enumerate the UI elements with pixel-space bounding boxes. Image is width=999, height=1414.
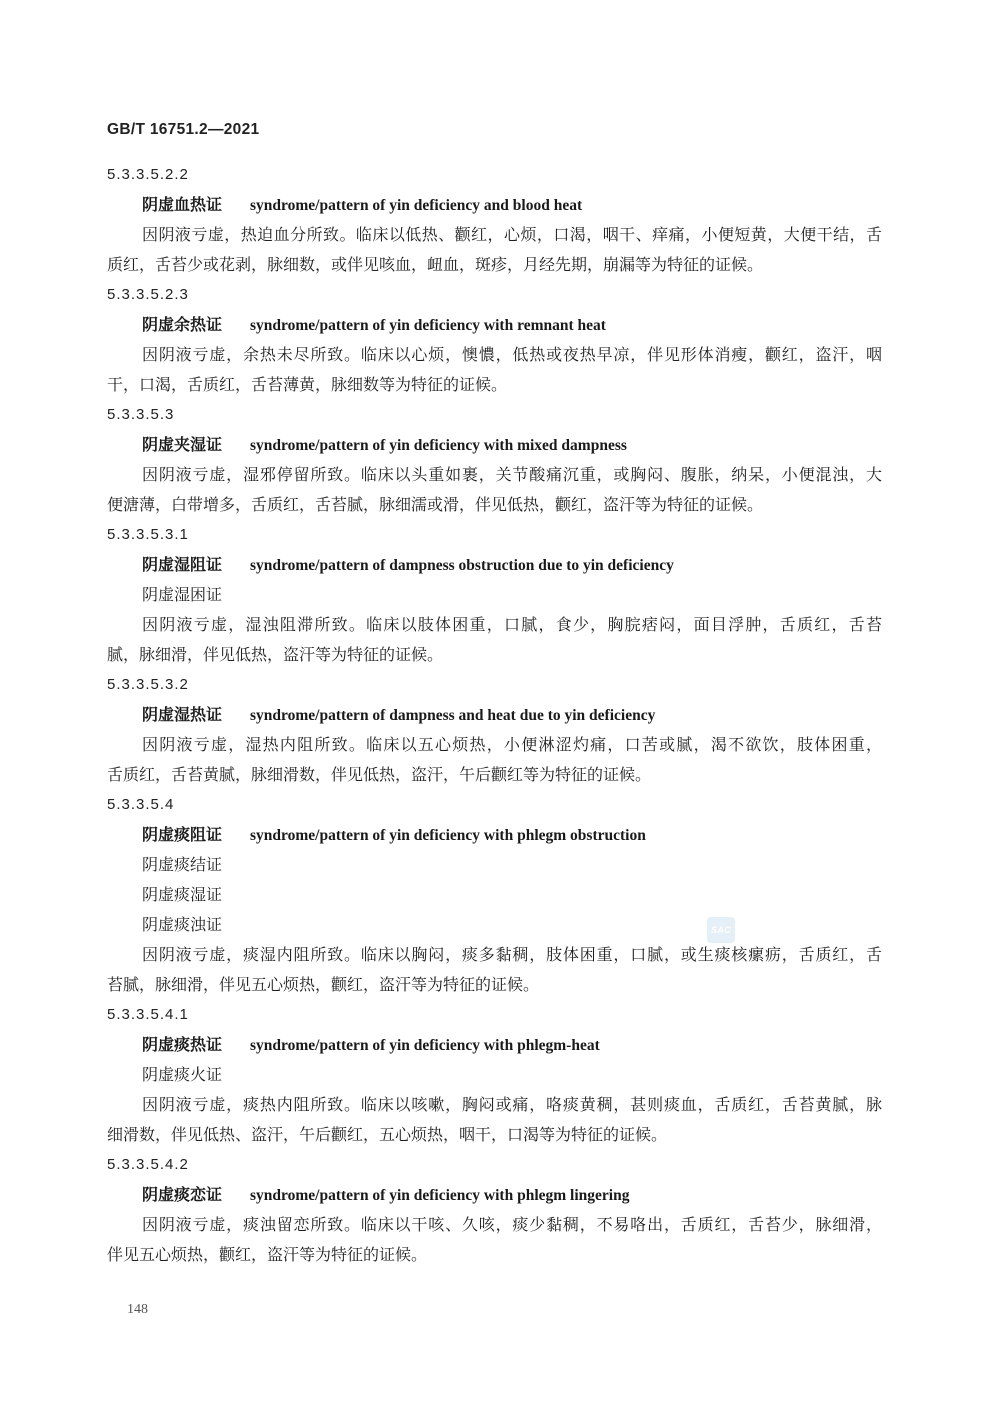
section-number: 5.3.3.5.4 (107, 796, 175, 813)
term-en: syndrome/pattern of dampness obstruction due to yin deficiency (250, 557, 674, 574)
term-en: syndrome/pattern of dampness and heat due to yin deficiency (250, 707, 656, 724)
term-heading (107, 700, 882, 730)
definition-line: 干，口渴，舌质红，舌苔薄黄，脉细数等为特征的证候。 (107, 375, 508, 394)
definition-line: 因阴液亏虚，痰热内阻所致。临床以咳嗽，胸闷或痛，咯痰黄稠，甚则痰血，舌质红，舌苔黄腻，脉 (142, 1095, 882, 1114)
page-number: 148 (127, 1302, 148, 1317)
term-heading (107, 820, 882, 850)
definition-line: 因阴液亏虚，痰湿内阻所致。临床以胸闷，痰多黏稠，肢体困重，口腻，或生痰核瘰疬，舌质红，舌 (142, 945, 882, 964)
definition-line: 便溏薄，白带增多，舌质红，舌苔腻，脉细濡或滑，伴见低热，颧红，盗汗等为特征的证候。 (107, 495, 764, 514)
term-synonym: 阴虚痰浊证 (142, 915, 223, 934)
definition-line: 苔腻，脉细滑，伴见五心烦热，颧红，盗汗等为特征的证候。 (107, 975, 540, 994)
definition-line: 舌质红，舌苔黄腻，脉细滑数，伴见低热，盗汗，午后颧红等为特征的证候。 (107, 765, 652, 784)
term-zh: 阴虚痰热证 (142, 1035, 223, 1054)
sac-watermark-logo: SAC (707, 917, 735, 943)
term-heading (107, 310, 882, 340)
definition-line: 腻，脉细滑，伴见低热，盗汗等为特征的证候。 (107, 645, 444, 664)
term-en: syndrome/pattern of yin deficiency and blood heat (250, 197, 583, 214)
term-heading (107, 1030, 882, 1060)
term-zh: 阴虚痰阻证 (142, 825, 223, 844)
definition-line: 细滑数，伴见低热、盗汗，午后颧红，五心烦热，咽干，口渴等为特征的证候。 (107, 1125, 668, 1144)
definition-line: 因阴液亏虚，湿邪停留所致。临床以头重如裹，关节酸痛沉重，或胸闷、腹胀，纳呆，小便混浊，大 (142, 465, 882, 484)
term-entry (107, 670, 882, 790)
document-body (107, 160, 882, 1270)
term-synonym: 阴虚痰结证 (142, 855, 223, 874)
term-zh: 阴虚余热证 (142, 315, 223, 334)
term-zh: 阴虚湿阻证 (142, 555, 223, 574)
section-number: 5.3.3.5.2.2 (107, 166, 189, 183)
term-zh: 阴虚湿热证 (142, 705, 223, 724)
term-zh: 阴虚夹湿证 (142, 435, 223, 454)
definition-line: 因阴液亏虚，热迫血分所致。临床以低热、颧红，心烦，口渴，咽干、痒痛，小便短黄，大便干结，舌 (142, 225, 882, 244)
term-synonym: 阴虚湿困证 (142, 585, 223, 604)
term-entry (107, 280, 882, 400)
term-entry (107, 790, 882, 1000)
term-heading (107, 190, 882, 220)
term-heading (107, 430, 882, 460)
section-number: 5.3.3.5.3 (107, 406, 175, 423)
section-number: 5.3.3.5.2.3 (107, 286, 189, 303)
term-zh: 阴虚痰恋证 (142, 1185, 223, 1204)
term-en: syndrome/pattern of yin deficiency with phlegm-heat (250, 1037, 600, 1054)
definition-line: 因阴液亏虚，余热未尽所致。临床以心烦，懊憹，低热或夜热早凉，伴见形体消瘦，颧红，盗汗，咽 (142, 345, 882, 364)
definition-line: 因阴液亏虚，痰浊留恋所致。临床以干咳、久咳，痰少黏稠，不易咯出，舌质红，舌苔少，脉细滑， (142, 1215, 882, 1234)
section-number: 5.3.3.5.4.1 (107, 1006, 189, 1023)
term-entry (107, 520, 882, 670)
term-synonym: 阴虚痰湿证 (142, 885, 223, 904)
term-entry (107, 1000, 882, 1150)
term-en: syndrome/pattern of yin deficiency with mixed dampness (250, 437, 627, 454)
section-number: 5.3.3.5.4.2 (107, 1156, 189, 1173)
term-heading (107, 550, 882, 580)
definition-line: 质红，舌苔少或花剥，脉细数，或伴见咳血，衄血，斑疹，月经先期，崩漏等为特征的证候。 (107, 255, 764, 274)
term-heading (107, 1180, 882, 1210)
definition-line: 伴见五心烦热，颧红，盗汗等为特征的证候。 (107, 1245, 428, 1264)
definition-line: 因阴液亏虚，湿热内阻所致。临床以五心烦热，小便淋涩灼痛，口苦或腻，渴不欲饮，肢体困重， (142, 735, 882, 754)
term-entry (107, 1150, 882, 1270)
term-entry (107, 160, 882, 280)
term-en: syndrome/pattern of yin deficiency with phlegm obstruction (250, 827, 646, 844)
term-zh: 阴虚血热证 (142, 195, 223, 214)
section-number: 5.3.3.5.3.2 (107, 676, 189, 693)
term-en: syndrome/pattern of yin deficiency with phlegm lingering (250, 1187, 630, 1204)
section-number: 5.3.3.5.3.1 (107, 526, 189, 543)
term-en: syndrome/pattern of yin deficiency with remnant heat (250, 317, 606, 334)
document-header-id: GB/T 16751.2—2021 (107, 121, 260, 138)
term-entry (107, 400, 882, 520)
definition-line: 因阴液亏虚，湿浊阻滞所致。临床以肢体困重，口腻，食少，胸脘痞闷，面目浮肿，舌质红，舌苔 (142, 615, 882, 634)
term-synonym: 阴虚痰火证 (142, 1065, 223, 1084)
